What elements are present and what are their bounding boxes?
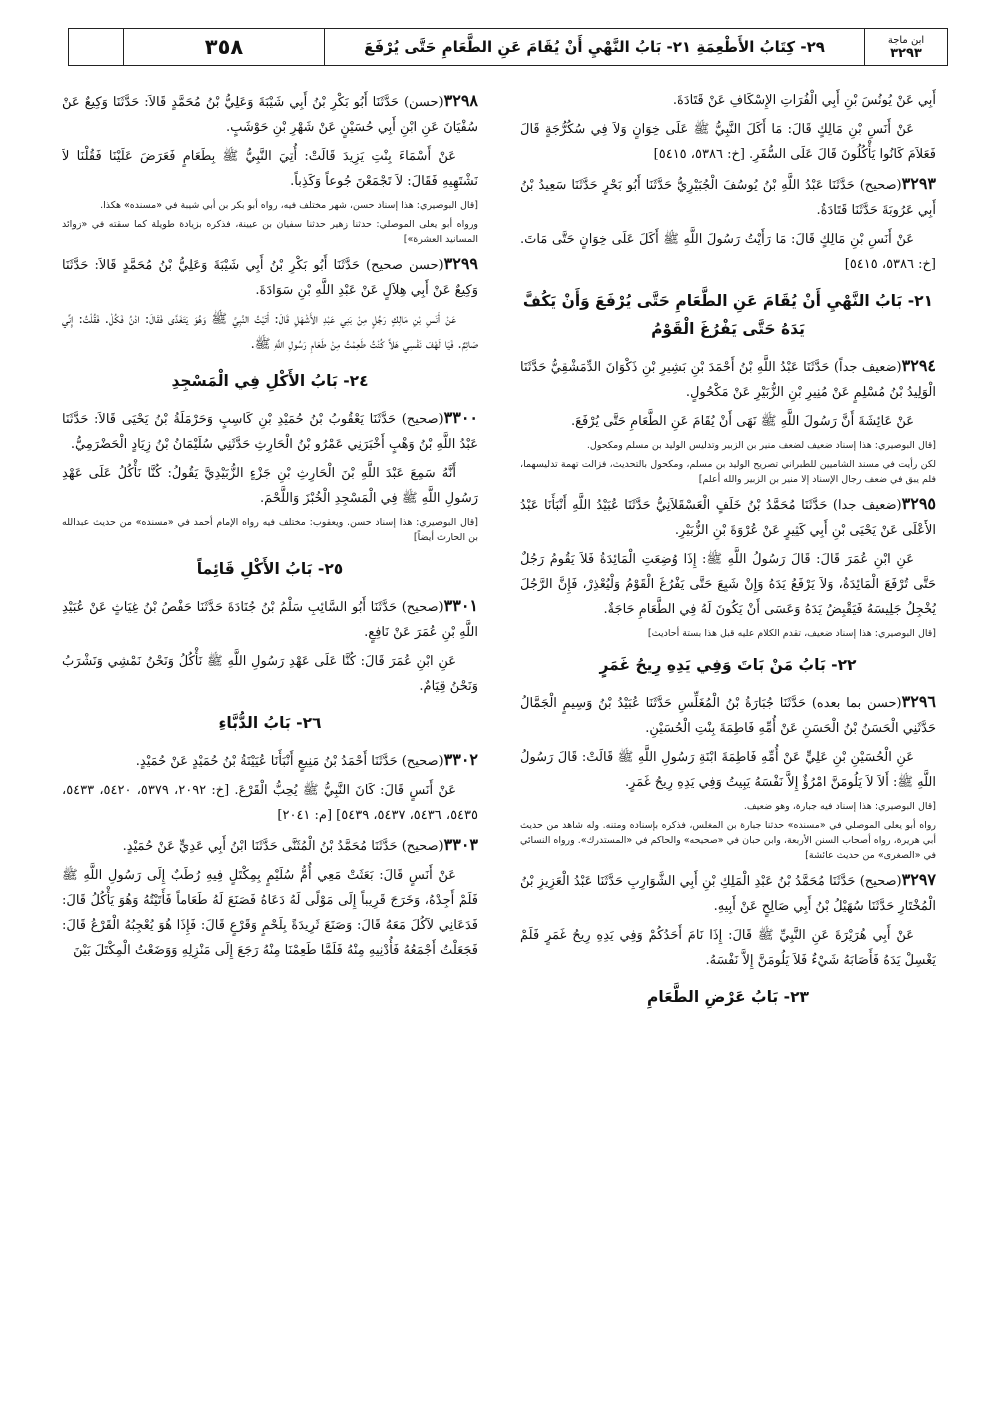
hadith-chain: ٣٣٠٢(صحيح) حَدَّثَنَا أَحْمَدُ بْنُ مَنِيعٍ أَنْبَأَنَا عُيَيْنَةُ بْنُ حُمَيْدٍ عَنْ حُمَيْدٍ.: [135, 750, 478, 769]
hadith-text: عَنْ عَائِشَةَ أَنَّ رَسُولَ اللَّهِ ﷺ نَهَى أَنْ يُقَامَ عَنِ الطَّعَامِ حَتَّى يُرْفَعَ.: [570, 414, 914, 429]
chapter-title: ٢٩- كِتَابُ الأَطْعِمَةِ ٢١- بَابُ النَّهْيِ أَنْ يُقَامَ عَنِ الطَّعَامِ حَتَّى يُرْفَعَ: [325, 29, 865, 65]
section-heading: ٢٤- بَابُ الأَكْلِ فِي الْمَسْجِدِ: [171, 372, 369, 390]
section-heading: ٢٣- بَابُ عَرْضِ الطَّعَامِ: [646, 988, 809, 1006]
hadith-number: ٣٣٠٠: [443, 408, 478, 427]
hadith-text: عَنْ أَنَسٍ قَالَ: كَانَ النَّبِيُّ ﷺ يُحِبُّ الْقَرْعَ. [خ: ٢٠٩٢، ٥٣٧٩، ٥٤٢٠، ٥٤٣٣، ٥٤٣٥، ٥٤٣٦، ٥٤٣٧، ٥٤٣٩] [م: ٢٠٤١]: [62, 783, 478, 823]
section-heading: ٢١- بَابُ النَّهْيِ أَنْ يُقَامَ عَنِ الطَّعَامِ حَتَّى يُرْفَعَ وَأَنْ يَكُفَّ يَدَهُ حَتَّى يَفْرُغَ الْقَوْمُ: [522, 292, 934, 338]
hadith-chain: ٣٢٩٧(صحيح) حَدَّثَنَا مُحَمَّدُ بْنُ عَبْدِ الْمَلِكِ بْنِ أَبِي الشَّوَارِبِ حَدَّثَنَا عَبْدُ الْعَزِيزِ بْنُ الْمُخْتَارِ حَدَّثَنَا سُهَيْلُ بْنُ أَبِي صَالِحٍ عَنْ أَبِيهِ.: [520, 870, 936, 914]
hadith-number: ٣٢٩٤: [901, 356, 936, 375]
hadith-number: ٣٢٩٦: [901, 692, 936, 711]
hadith-chain: ٣٣٠٣(صحيح) حَدَّثَنَا مُحَمَّدُ بْنُ الْمُثَنَّى حَدَّثَنَا ابْنُ أَبِي عَدِيٍّ عَنْ حُمَيْدٍ.: [122, 835, 478, 854]
hadith-number: ٣٢٩٩: [443, 254, 478, 273]
section-heading: ٢٦- بَابُ الدُّبَّاءِ: [218, 714, 322, 732]
right-column: [520, 88, 936, 1383]
hadith-number: ٣٢٩٣: [901, 174, 936, 193]
hadith-chain: ٣٢٩٨(حسن) حَدَّثَنَا أَبُو بَكْرِ بْنُ أَبِي شَيْبَةَ وَعَلِيُّ بْنُ مُحَمَّدٍ قَالاَ: حَدَّثَنَا وَكِيعٌ عَنْ سُفْيَانَ عَنِ ابْنِ أَبِي حُسَيْنٍ عَنْ شَهْرِ بْنِ حَوْشَبٍ.: [62, 91, 478, 135]
footnote: [قال البوصيري: هذا إسناد حسن. ويعقوب: مختلف فيه رواه الإمام أحمد في «مسنده» من حديث عبدالله بن الحارث أيضاً]: [62, 517, 478, 543]
hadith-number: ٣٣٠١: [443, 596, 478, 615]
footnote: [قال البوصيري: هذا إسناد حسن، شهر مختلف فيه، رواه أبو بكر بن أبي شيبة في «مسنده» هكذا.: [100, 200, 478, 211]
page-header: [68, 28, 948, 66]
hadith-chain: ٣٢٩٣(صحيح) حَدَّثَنَا عَبْدُ اللَّهِ بْنُ يُوسُفَ الْجُبَيْرِيُّ حَدَّثَنَا أَبُو بَحْرٍ حَدَّثَنَا سَعِيدُ بْنُ أَبِي عَرُوبَةَ حَدَّثَنَا قَتَادَةُ.: [520, 174, 936, 218]
footnote: [قال البوصيري: هذا إسناد ضعيف، تقدم الكلام عليه قبل هذا بستة أحاديث]: [647, 628, 936, 639]
reference-number: ٣٢٩٣: [890, 46, 922, 61]
footnote: ورواه أبو يعلى الموصلي: حدثنا زهير حدثنا سفيان بن عيينة، فذكره بزيادة طويلة كما سقته في «زوائد المسانيد العشرة»]: [62, 219, 478, 245]
hadith-chain: ٣٣٠٠(صحيح) حَدَّثَنَا يَعْقُوبُ بْنُ حُمَيْدِ بْنِ كَاسِبٍ وَحَرْمَلَةُ بْنُ يَحْيَى قَالاَ: حَدَّثَنَا عَبْدُ اللَّهِ بْنُ وَهْبٍ أَخْبَرَنِي عَمْرُو بْنُ الْحَارِثِ حَدَّثَنِي سُلَيْمَانُ بْنُ زِيَادٍ الْحَضْرَمِيُّ.: [62, 408, 478, 452]
hadith-reference: [865, 29, 947, 65]
hadith-text: عَنِ ابْنِ عُمَرَ قَالَ: كُنَّا عَلَى عَهْدِ رَسُولِ اللَّهِ ﷺ نَأْكُلُ وَنَحْنُ نَمْشِي وَنَشْرَبُ وَنَحْنُ قِيَامٌ.: [62, 654, 478, 694]
footnote: رواه أبو يعلى الموصلي في «مسنده» حدثنا جبارة بن المغلس، فذكره بإسناده ومتنه. وله شاهد من حديث أبي هريرة، رواه أصحاب السنن الأربعة، وابن حبان في «صحيحه» والحاكم في «المستدرك». ورواه النسائي في «الصغرى» من حديث عائشة]: [520, 820, 936, 861]
hadith-text: عَنْ أَنَسٍ قَالَ: بَعَثَتْ مَعِي أُمُّ سُلَيْمٍ بِمِكْتَلٍ فِيهِ رُطَبٌ إِلَى رَسُولِ اللَّهِ ﷺ فَلَمْ أَجِدْهُ، وَخَرَجَ قَرِيباً إِلَى مَوْلًى لَهُ دَعَاهُ فَصَنَعَ لَهُ طَعَاماً فَأَتَيْتُهُ وَهُوَ يَأْكُلُ قَالَ: فَدَعَانِي لآكُلَ مَعَهُ قَالَ: وَصَنَعَ ثَرِيدَةً بِلَحْمٍ وَقَرْعٍ قَالَ: فَإِذَا هُوَ يُعْجِبُهُ الْقَرْعُ قَالَ: فَجَعَلْتُ أَجْمَعُهُ فَأُدْنِيهِ مِنْهُ فَلَمَّا طَعِمْنَا مِنْهُ رَجَعَ إِلَى مَنْزِلِهِ وَوَضَعْتُ الْمِكْتَلَ بَيْنَ: [62, 868, 478, 958]
hadith-chain: ٣٢٩٥(ضعيف جدا) حَدَّثَنَا مُحَمَّدُ بْنُ خَلَفٍ الْعَسْقَلاَنِيُّ حَدَّثَنَا عُبَيْدُ اللَّهِ أَنْبَأَنَا عَبْدُ الأَعْلَى عَنْ يَحْيَى بْنِ أَبِي كَثِيرٍ عَنْ عُرْوَةَ بْنِ الزُّبَيْرِ.: [520, 494, 936, 538]
footnote: [قال البوصيري: هذا إسناد فيه جبارة، وهو ضعيف.: [743, 801, 936, 812]
section-heading: ٢٢- بَابُ مَنْ بَاتَ وَفِي يَدِهِ رِيحُ غَمَرٍ: [599, 656, 857, 674]
hadith-chain: ٣٢٩٤(ضعيف جداً) حَدَّثَنَا عَبْدُ اللَّهِ بْنُ أَحْمَدَ بْنِ بَشِيرِ بْنِ ذَكْوَانَ الدِّمَشْقِيُّ حَدَّثَنَا الْوَلِيدُ بْنُ مُسْلِمٍ عَنْ مُنِيرِ بْنِ الزُّبَيْرِ عَنْ مَكْحُولٍ.: [520, 356, 936, 400]
hadith-number: ٣٣٠٢: [443, 750, 478, 769]
page-number: ٣٥٨: [124, 29, 325, 65]
left-column: [62, 88, 478, 1383]
hadith-text: عَنِ ابْنِ عُمَرَ قَالَ: قَالَ رَسُولُ اللَّهِ ﷺ: إِذَا وُضِعَتِ الْمَائِدَةُ فَلاَ يَقُومُ رَجُلٌ حَتَّى تُرْفَعَ الْمَائِدَةُ، وَلاَ يَرْفَعُ يَدَهُ وَإِنْ شَبِعَ حَتَّى يَفْرُغَ الْقَوْمُ وَلْيُعْذِرْ، فَإِنَّ الرَّجُلَ يُخْجِلُ جَلِيسَهُ فَيَقْبِضُ يَدَهُ وَعَسَى أَنْ يَكُونَ لَهُ فِي الطَّعَامِ حَاجَةٌ.: [520, 552, 936, 617]
hadith-number: ٣٣٠٣: [443, 835, 478, 854]
footnote: [قال البوصيري: هذا إسناد ضعيف لضعف منير بن الزبير وتدليس الوليد بن مسلم ومكحول.: [586, 440, 936, 451]
header-blank-cell: [69, 29, 124, 65]
footnote: لكن رأيت في مسند الشاميين للطبراني تصريح الوليد بن مسلم، ومكحول بالتحديث، فزالت تهمة تدليسهما، فلم يبق في ضعف رجال الإسناد إلا منير بن الزبير والله أعلم]: [520, 459, 936, 485]
section-heading: ٢٥- بَابُ الأَكْلِ قَائِماً: [196, 560, 344, 578]
hadith-chain: ٣٣٠١(صحيح) حَدَّثَنَا أَبُو السَّائِبِ سَلْمُ بْنُ جُنَادَةَ حَدَّثَنَا حَفْصُ بْنُ غِيَاثٍ عَنْ عُبَيْدِ اللَّهِ بْنِ عُمَرَ عَنْ نَافِعٍ.: [62, 596, 478, 640]
hadith-chain: ٣٢٩٩(حسن صحيح) حَدَّثَنَا أَبُو بَكْرِ بْنُ أَبِي شَيْبَةَ وَعَلِيُّ بْنُ مُحَمَّدٍ قَالاَ: حَدَّثَنَا وَكِيعٌ عَنْ أَبِي هِلاَلٍ عَنْ عَبْدِ اللَّهِ بْنِ سَوَادَةَ.: [62, 254, 478, 298]
hadith-number: ٣٢٩٨: [443, 91, 478, 110]
hadith-chain: ٣٢٩٦(حسن بما بعده) حَدَّثَنَا جُبَارَةُ بْنُ الْمُغَلِّسِ حَدَّثَنَا عُبَيْدُ بْنُ وَسِيمٍ الْجَمَّالُ حَدَّثَنِي الْحَسَنُ بْنُ الْحَسَنِ عَنْ أُمِّهِ فَاطِمَةَ بِنْتِ الْحُسَيْنِ.: [520, 692, 936, 736]
paragraph: أَبِي عَنْ يُونُسَ بْنِ أَبِي الْفُرَاتِ الإِسْكَافِ عَنْ قَتَادَةَ.: [672, 93, 936, 108]
hadith-number: ٣٢٩٧: [901, 870, 936, 889]
hadith-text: عَنْ أَبِي هُرَيْرَةَ عَنِ النَّبِيِّ ﷺ قَالَ: إِذَا نَامَ أَحَدُكُمْ وَفِي يَدِهِ رِيحُ غَمَرٍ فَلَمْ يَغْسِلْ يَدَهُ فَأَصَابَهُ شَيْءٌ فَلاَ يَلُومَنَّ إِلاَّ نَفْسَهُ.: [520, 928, 936, 968]
hadith-text: عَنْ أَنَسِ بْنِ مَالِكٍ رَجُلٍ مِنْ بَنِي عَبْدِ الأَشْهَلِ قَالَ: أَتَيْتُ النَّبِيَّ ﷺ وَهُوَ يَتَغَدَّى فَقَالَ: ادْنُ فَكُلْ. فَقُلْتُ: إِنِّي صَائِمٌ. فَيَا لَهْفَ نَفْسِي هَلاَّ كُنْتُ طَعِمْتُ مِنْ طَعَامِ رَسُولِ اللَّهِ ﷺ.: [62, 312, 478, 352]
hadith-text: عَنِ الْحُسَيْنِ بْنِ عَلِيٍّ عَنْ أُمِّهِ فَاطِمَةَ ابْنَةِ رَسُولِ اللَّهِ ﷺ قَالَتْ: قَالَ رَسُولُ اللَّهِ ﷺ: أَلاَ لاَ يَلُومَنَّ امْرُؤٌ إِلاَّ نَفْسَهُ يَبِيتُ وَفِي يَدِهِ رِيحُ غَمَرٍ.: [520, 750, 936, 790]
hadith-text: عَنْ أَنَسِ بْنِ مَالِكٍ قَالَ: مَا أَكَلَ النَّبِيُّ ﷺ عَلَى خِوَانٍ وَلاَ فِي سُكُرُّجَةٍ قَالَ فَعَلاَمَ كَانُوا يَأْكُلُونَ قَالَ عَلَى السُّفَرِ. [خ: ٥٣٨٦، ٥٤١٥]: [520, 122, 936, 162]
hadith-number: ٣٢٩٥: [901, 494, 936, 513]
hadith-text: عَنْ أَسْمَاءَ بِنْتِ يَزِيدَ قَالَتْ: أُتِيَ النَّبِيُّ ﷺ بِطَعَامٍ فَعَرَضَ عَلَيْنَا فَقُلْنَا لاَ نَشْتَهِيهِ فَقَالَ: لاَ تَجْمَعْنَ جُوعاً وَكَذِباً.: [62, 149, 478, 189]
reference-label: ابن ماجة: [887, 35, 925, 46]
hadith-text: أَنَّهُ سَمِعَ عَبْدَ اللَّهِ بْنَ الْحَارِثِ بْنِ جَزْءٍ الزُّبَيْدِيَّ يَقُولُ: كُنَّا نَأْكُلُ عَلَى عَهْدِ رَسُولِ اللَّهِ ﷺ فِي الْمَسْجِدِ الْخُبْزَ وَاللَّحْمَ.: [62, 466, 478, 506]
hadith-text: عَنْ أَنَسِ بْنِ مَالِكٍ قَالَ: مَا رَأَيْتُ رَسُولَ اللَّهِ ﷺ أَكَلَ عَلَى خِوَانٍ حَتَّى مَاتَ. [خ: ٥٣٨٦، ٥٤١٥]: [520, 232, 936, 272]
